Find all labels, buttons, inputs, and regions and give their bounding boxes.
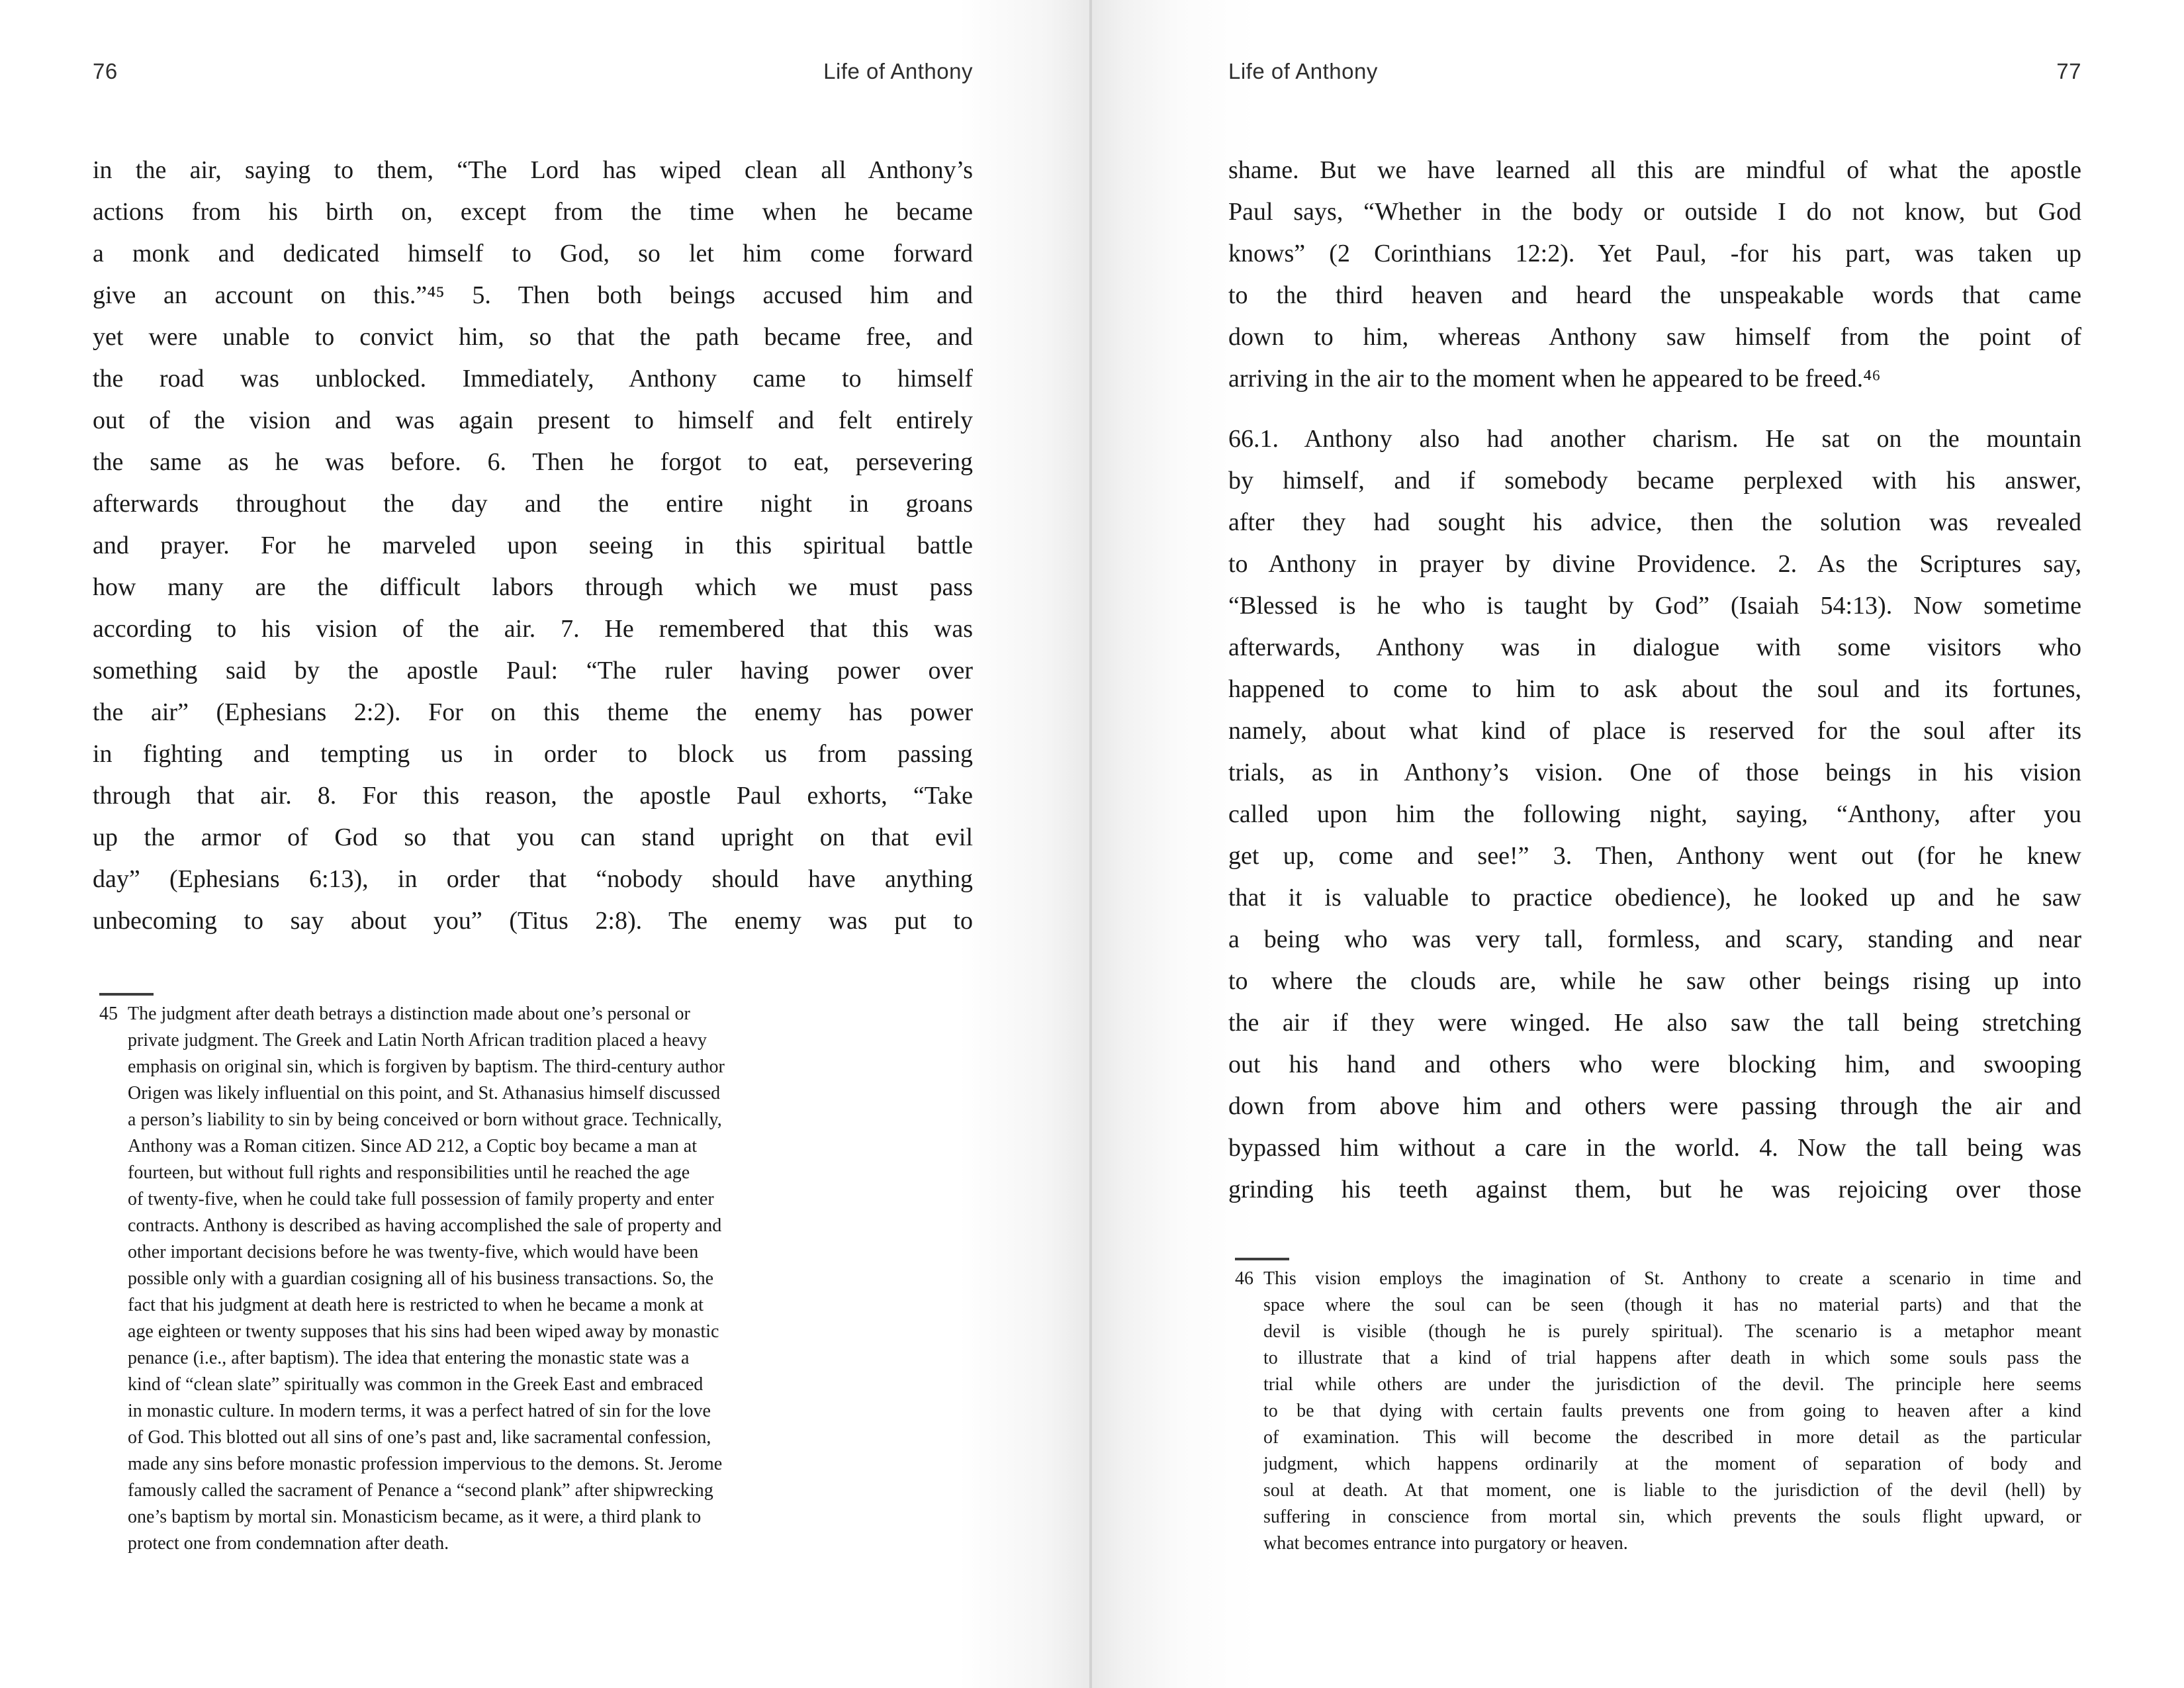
footnote-number-45: 45 — [99, 1004, 118, 1024]
footnote-45 — [99, 1001, 960, 1557]
text-line: to where the clouds are, while he saw other beings rising up into — [1228, 967, 2081, 995]
text-line: get up, come and see!” 3. Then, Anthony went out (for he knew — [1228, 842, 2081, 870]
text-line: kind of “clean slate” spiritually was common in the Greek East and embraced — [128, 1374, 704, 1395]
text-line: to be that dying with certain faults prevents one from going to heaven after a kind — [1263, 1401, 2081, 1421]
text-line: unbecoming to say about you” (Titus 2:8). The enemy was put to — [93, 907, 973, 935]
text-line: grinding his teeth against them, but he was rejoicing over those — [1228, 1176, 2081, 1203]
text-line: fourteen, but without full rights and responsibilities until he reached the age — [128, 1162, 690, 1183]
text-line: a being who was very tall, formless, and scary, standing and near — [1228, 925, 2081, 953]
text-line: and prayer. For he marveled upon seeing in this spiritual battle — [93, 532, 973, 559]
text-line: penance (i.e., after baptism). The idea that entering the monastic state was a — [128, 1348, 690, 1368]
text-line: bypassed him without a care in the world. 4. Now the tall being was — [1228, 1134, 2081, 1162]
text-line: to illustrate that a kind of trial happens after death in which some souls pass the — [1263, 1348, 2081, 1368]
text-line: to the third heaven and heard the unspeakable words that came — [1228, 281, 2081, 309]
left-running-head — [93, 58, 973, 85]
text-line: up the armor of God so that you can stand upright on that evil — [93, 823, 973, 851]
text-line: protect one from condemnation after death. — [128, 1533, 449, 1554]
text-line: arriving in the air to the moment when he appeared to be freed.⁴⁶ — [1228, 365, 1881, 393]
right-paragraph-1 — [1228, 150, 2081, 400]
footnote-45-text — [128, 1001, 929, 1557]
text-line: age eighteen or twenty supposes that his sins had been wiped away by monastic — [128, 1321, 719, 1342]
text-line: trial while others are under the jurisdiction of the devil. The principle here seems — [1263, 1374, 2081, 1395]
text-line: in the air, saying to them, “The Lord has wiped clean all Anthony’s — [93, 156, 973, 184]
text-line: yet were unable to convict him, so that the path became free, and — [93, 323, 973, 351]
text-line: in fighting and tempting us in order to block us from passing — [93, 740, 973, 768]
page-number-right: 77 — [2056, 59, 2081, 83]
text-line: actions from his birth on, except from the time when he became — [93, 198, 973, 226]
right-paragraph-2 — [1228, 418, 2081, 1211]
text-line: This vision employs the imagination of St. Anthony to create a scenario in time and — [1263, 1268, 2081, 1289]
footnote-number-46: 46 — [1235, 1268, 1253, 1289]
text-line: famously called the sacrament of Penance a “second plank” after shipwrecking — [128, 1480, 713, 1501]
text-line: in monastic culture. In modern terms, it was a perfect hatred of sin for the love — [128, 1401, 711, 1421]
text-line: a monk and dedicated himself to God, so let him come forward — [93, 240, 973, 267]
text-line: after they had sought his advice, then the solution was revealed — [1228, 508, 2081, 536]
text-line: what becomes entrance into purgatory or heaven. — [1263, 1533, 1628, 1554]
text-line: according to his vision of the air. 7. He remembered that this was — [93, 615, 973, 643]
text-line: one’s baptism by mortal sin. Monasticism became, as it were, a third plank to — [128, 1507, 702, 1527]
text-line: to Anthony in prayer by divine Providence. 2. As the Scriptures say, — [1228, 550, 2081, 578]
text-line: the road was unblocked. Immediately, Anthony came to himself — [93, 365, 973, 393]
text-line: “Blessed is he who is taught by God” (Isaiah 54:13). Now sometime — [1228, 592, 2081, 620]
text-line: devil is visible (though he is purely spiritual). The scenario is a metaphor meant — [1263, 1321, 2081, 1342]
text-line: that it is valuable to practice obedience), he looked up and he saw — [1228, 884, 2081, 912]
text-line: emphasis on original sin, which is forgiven by baptism. The third-century author — [128, 1056, 725, 1077]
text-line: Paul says, “Whether in the body or outside I do not know, but God — [1228, 198, 2081, 226]
text-line: judgment, which happens ordinarily at the moment of separation of body and — [1263, 1454, 2081, 1474]
footnote-rule-right — [1235, 1258, 1289, 1260]
text-line: of God. This blotted out all sins of one’s past and, like sacramental confession, — [128, 1427, 711, 1448]
text-line: down from above him and others were passing through the air and — [1228, 1092, 2081, 1120]
text-line: called upon him the following night, saying, “Anthony, after you — [1228, 800, 2081, 828]
text-line: space where the soul can be seen (though it has no material parts) and that the — [1263, 1295, 2081, 1315]
text-line: happened to come to him to ask about the soul and its fortunes, — [1228, 675, 2081, 703]
text-line: trials, as in Anthony’s vision. One of those beings in his vision — [1228, 759, 2081, 786]
text-line: out his hand and others who were blocking him, and swooping — [1228, 1051, 2081, 1078]
right-body-text — [1228, 150, 2081, 1211]
text-line: how many are the difficult labors through which we must pass — [93, 573, 973, 601]
text-line: through that air. 8. For this reason, the apostle Paul exhorts, “Take — [93, 782, 973, 810]
text-line: of twenty-five, when he could take full possession of family property and enter — [128, 1189, 714, 1209]
text-line: day” (Ephesians 6:13), in order that “nobody should have anything — [93, 865, 973, 893]
left-body-text — [93, 150, 973, 942]
text-line: contracts. Anthony is described as having accomplished the sale of property and — [128, 1215, 722, 1236]
text-line: possible only with a guardian cosigning all of his business transactions. So, the — [128, 1268, 714, 1289]
text-line: knows” (2 Corinthians 12:2). Yet Paul, -for his part, was taken up — [1228, 240, 2081, 267]
text-line: made any sins before monastic profession impervious to the demons. St. Jerome — [128, 1454, 723, 1474]
right-page — [1092, 0, 2184, 1688]
text-line: shame. But we have learned all this are mindful of what the apostle — [1228, 156, 2081, 184]
text-line: Anthony was a Roman citizen. Since AD 212, a Coptic boy became a man at — [128, 1136, 698, 1156]
running-header-left: Life of Anthony — [823, 59, 973, 83]
page-number-left: 76 — [93, 59, 118, 83]
text-line: 66.1. Anthony also had another charism. He sat on the mountain — [1228, 425, 2081, 453]
text-line: private judgment. The Greek and Latin North African tradition placed a heavy — [128, 1030, 707, 1051]
footnote-46 — [1235, 1266, 2081, 1557]
text-line: a person’s liability to sin by being conceived or born without grace. Technically, — [128, 1109, 722, 1130]
text-line: suffering in conscience from mortal sin, which prevents the souls flight upward, or — [1263, 1507, 2081, 1527]
text-line: the air” (Ephesians 2:2). For on this theme the enemy has power — [93, 698, 973, 726]
text-line: of examination. This will become the described in more detail as the particular — [1263, 1427, 2081, 1448]
right-running-head — [1228, 58, 2081, 85]
running-header-right: Life of Anthony — [1228, 59, 1378, 83]
text-line: fact that his judgment at death here is restricted to when he became a monk at — [128, 1295, 704, 1315]
text-line: Origen was likely influential on this point, and St. Athanasius himself discussed — [128, 1083, 721, 1103]
text-line: soul at death. At that moment, one is liable to the jurisdiction of the devil (hell) by — [1263, 1480, 2081, 1501]
text-line: the same as he was before. 6. Then he forgot to eat, persevering — [93, 448, 973, 476]
text-line: afterwards throughout the day and the entire night in groans — [93, 490, 973, 518]
footnote-rule-left — [99, 993, 154, 996]
text-line: down to him, whereas Anthony saw himself from the point of — [1228, 323, 2081, 351]
text-line: out of the vision and was again present to himself and felt entirely — [93, 406, 973, 434]
footnote-46-text — [1263, 1266, 2081, 1557]
text-line: The judgment after death betrays a distinction made about one’s personal or — [128, 1004, 690, 1024]
text-line: namely, about what kind of place is reserved for the soul after its — [1228, 717, 2081, 745]
text-line: the air if they were winged. He also saw the tall being stretching — [1228, 1009, 2081, 1037]
text-line: give an account on this.”⁴⁵ 5. Then both beings accused him and — [93, 281, 973, 309]
paragraph-gap — [1228, 400, 2081, 418]
text-line: other important decisions before he was twenty-five, which would have been — [128, 1242, 699, 1262]
text-line: afterwards, Anthony was in dialogue with some visitors who — [1228, 633, 2081, 661]
text-line: something said by the apostle Paul: “The ruler having power over — [93, 657, 973, 684]
text-line: by himself, and if somebody became perplexed with his answer, — [1228, 467, 2081, 494]
left-page — [0, 0, 1089, 1688]
